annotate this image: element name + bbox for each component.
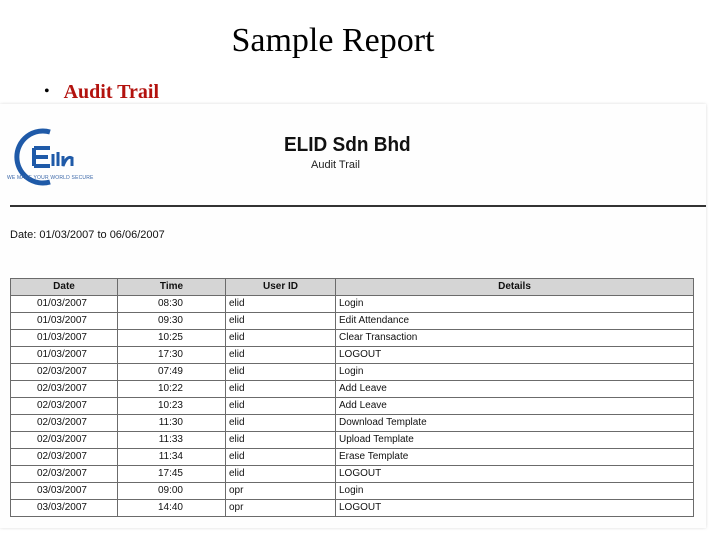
cell-user-id: elid <box>226 381 336 398</box>
cell-date: 02/03/2007 <box>11 449 118 466</box>
column-header-details: Details <box>336 279 694 296</box>
cell-time: 11:30 <box>118 415 226 432</box>
table-row <box>11 381 694 398</box>
bullet-text: Audit Trail <box>63 80 159 103</box>
cell-details: LOGOUT <box>336 347 694 364</box>
cell-date: 02/03/2007 <box>11 364 118 381</box>
column-header-time: Time <box>118 279 226 296</box>
table-row <box>11 500 694 517</box>
company-name: ELID Sdn Bhd <box>284 134 411 157</box>
cell-date: 02/03/2007 <box>11 466 118 483</box>
header-divider <box>10 205 706 207</box>
cell-details: Upload Template <box>336 432 694 449</box>
cell-user-id: elid <box>226 313 336 330</box>
table-row <box>11 483 694 500</box>
cell-details: Login <box>336 364 694 381</box>
cell-date: 01/03/2007 <box>11 347 118 364</box>
cell-date: 01/03/2007 <box>11 296 118 313</box>
cell-details: Clear Transaction <box>336 330 694 347</box>
cell-user-id: elid <box>226 466 336 483</box>
cell-user-id: elid <box>226 449 336 466</box>
cell-time: 10:22 <box>118 381 226 398</box>
cell-user-id: elid <box>226 296 336 313</box>
table-row <box>11 313 694 330</box>
cell-details: LOGOUT <box>336 500 694 517</box>
cell-time: 17:30 <box>118 347 226 364</box>
cell-details: LOGOUT <box>336 466 694 483</box>
cell-details: Login <box>336 483 694 500</box>
cell-user-id: elid <box>226 347 336 364</box>
cell-time: 11:33 <box>118 432 226 449</box>
table-row <box>11 415 694 432</box>
table-row <box>11 296 694 313</box>
cell-details: Login <box>336 296 694 313</box>
cell-details: Download Template <box>336 415 694 432</box>
cell-user-id: opr <box>226 500 336 517</box>
cell-user-id: opr <box>226 483 336 500</box>
column-header-date: Date <box>11 279 118 296</box>
cell-date: 01/03/2007 <box>11 313 118 330</box>
cell-time: 10:23 <box>118 398 226 415</box>
cell-user-id: elid <box>226 398 336 415</box>
table-body <box>11 296 694 517</box>
cell-time: 14:40 <box>118 500 226 517</box>
table-header-row <box>11 279 694 296</box>
cell-time: 09:30 <box>118 313 226 330</box>
cell-time: 07:49 <box>118 364 226 381</box>
table-row <box>11 432 694 449</box>
date-range: Date: 01/03/2007 to 06/06/2007 <box>10 229 165 241</box>
cell-user-id: elid <box>226 364 336 381</box>
table-row <box>11 347 694 364</box>
column-header-user-id: User ID <box>226 279 336 296</box>
bullet-icon: • <box>44 83 50 100</box>
report-subtitle: Audit Trail <box>311 159 360 171</box>
report-image <box>0 104 706 528</box>
slide-title: Sample Report <box>231 22 435 59</box>
cell-date: 02/03/2007 <box>11 415 118 432</box>
cell-time: 11:34 <box>118 449 226 466</box>
table-row <box>11 466 694 483</box>
cell-date: 02/03/2007 <box>11 398 118 415</box>
table-row <box>11 364 694 381</box>
cell-time: 17:45 <box>118 466 226 483</box>
table-row <box>11 398 694 415</box>
cell-time: 10:25 <box>118 330 226 347</box>
cell-date: 02/03/2007 <box>11 381 118 398</box>
table-row <box>11 330 694 347</box>
cell-date: 02/03/2007 <box>11 432 118 449</box>
cell-user-id: elid <box>226 330 336 347</box>
cell-time: 08:30 <box>118 296 226 313</box>
cell-date: 03/03/2007 <box>11 483 118 500</box>
cell-details: Add Leave <box>336 398 694 415</box>
table-row <box>11 449 694 466</box>
cell-details: Edit Attendance <box>336 313 694 330</box>
cell-user-id: elid <box>226 415 336 432</box>
cell-user-id: elid <box>226 432 336 449</box>
bullet-item <box>44 79 159 105</box>
logo-tagline: WE MAKE YOUR WORLD SECURE <box>7 175 94 181</box>
cell-date: 03/03/2007 <box>11 500 118 517</box>
audit-table <box>10 278 693 517</box>
cell-details: Add Leave <box>336 381 694 398</box>
cell-details: Erase Template <box>336 449 694 466</box>
cell-time: 09:00 <box>118 483 226 500</box>
cell-date: 01/03/2007 <box>11 330 118 347</box>
